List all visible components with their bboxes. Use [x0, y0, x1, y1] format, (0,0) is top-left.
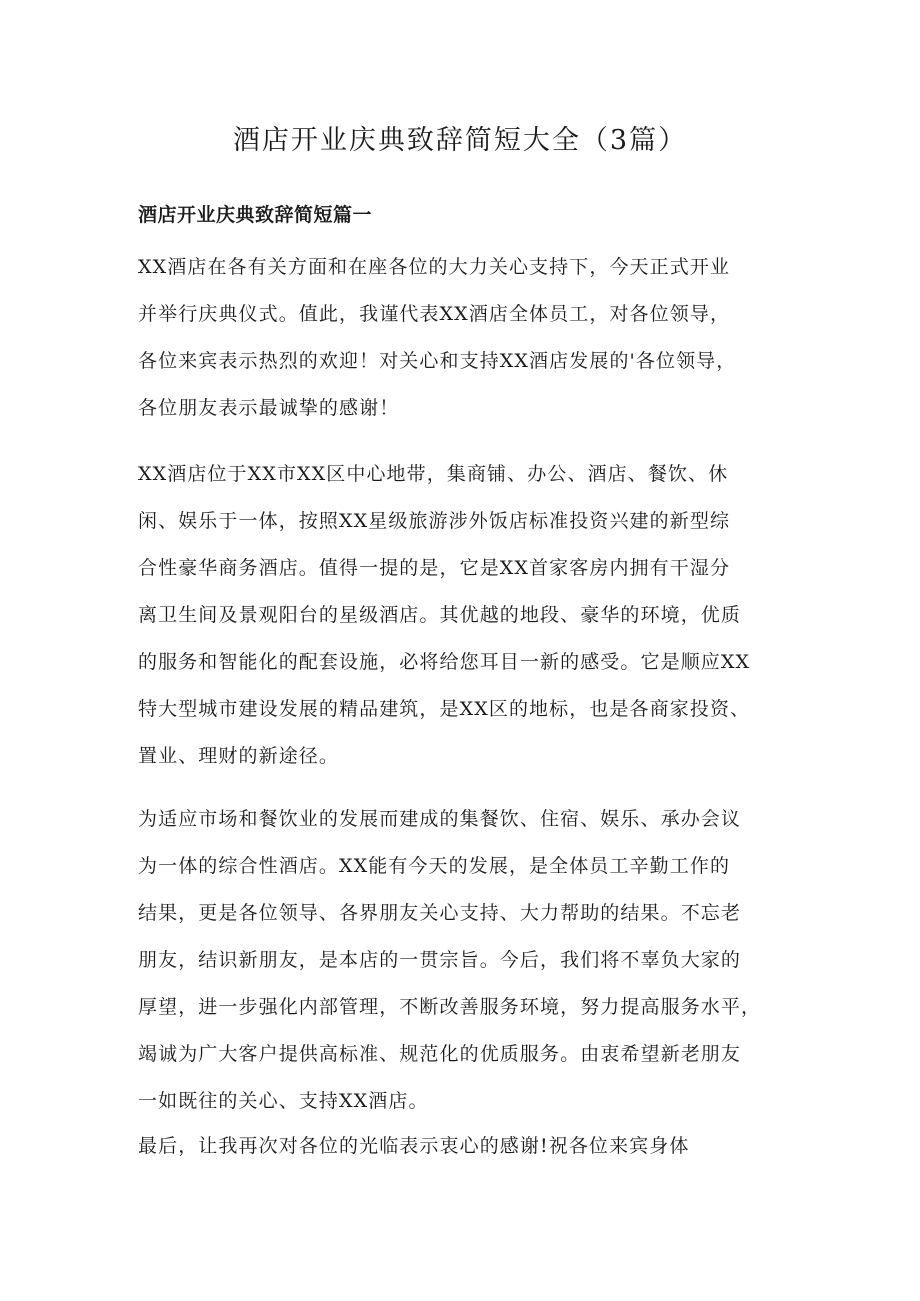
paragraph-1: [138, 244, 798, 432]
paragraph-line: 竭诚为广大客户提供高标准、规范化的优质服务。由衷希望新老朋友: [138, 1043, 742, 1065]
paragraph-line: XX酒店位于XX市XX区中心地带，集商铺、办公、酒店、餐饮、休: [138, 463, 729, 485]
paragraph-line: 置业、理财的新途径。: [138, 745, 340, 767]
paragraph-line: 一如既往的关心、支持XX酒店。: [138, 1090, 429, 1112]
paragraph-3: [138, 796, 798, 1125]
paragraph-4: [138, 1129, 798, 1163]
section-heading: 酒店开业庆典致辞简短篇一: [138, 204, 373, 226]
paragraph-line: 朋友，结识新朋友，是本店的一贯宗旨。今后，我们将不辜负大家的: [138, 949, 742, 971]
paragraph-line: 厚望，进一步强化内部管理，不断改善服务环境，努力提高服务水平，: [138, 996, 762, 1018]
paragraph-line: 的服务和智能化的配套设施，必将给您耳目一新的感受。它是顺应XX: [138, 651, 751, 673]
paragraph-line: 各位朋友表示最诚挚的感谢！: [138, 397, 400, 419]
paragraph-line: XX酒店在各有关方面和在座各位的大力关心支持下，今天正式开业: [138, 256, 731, 278]
paragraph-2: [138, 451, 798, 780]
paragraph-line: 特大型城市建设发展的精品建筑，是XX区的地标，也是各商家投资、: [138, 698, 751, 720]
paragraph-line: 合性豪华商务酒店。值得一提的是，它是XX首家客房内拥有干湿分: [138, 557, 731, 579]
paragraph-line: 结果，更是各位领导、各界朋友关心支持、大力帮助的结果。不忘老: [138, 902, 742, 924]
paragraph-line: 为适应市场和餐饮业的发展而建成的集餐饮、住宿、娱乐、承办会议: [138, 808, 742, 830]
document-title: 酒店开业庆典致辞简短大全（3篇）: [232, 125, 688, 156]
paragraph-line: 为一体的综合性酒店。XX能有今天的发展，是全体员工辛勤工作的: [138, 855, 731, 877]
paragraph-line: 离卫生间及景观阳台的星级酒店。其优越的地段、豪华的环境，优质: [138, 604, 742, 626]
paragraph-line: 闲、娱乐于一体，按照XX星级旅游涉外饭店标准投资兴建的新型综: [138, 510, 731, 532]
paragraph-line: 各位来宾表示热烈的欢迎！对关心和支持XX酒店发展的'各位领导，: [138, 350, 737, 372]
paragraph-line: 并举行庆典仪式。值此，我谨代表XX酒店全体员工，对各位领导，: [138, 303, 731, 325]
paragraph-line: 最后，让我再次对各位的光临表示衷心的感谢!祝各位来宾身体: [138, 1135, 690, 1157]
